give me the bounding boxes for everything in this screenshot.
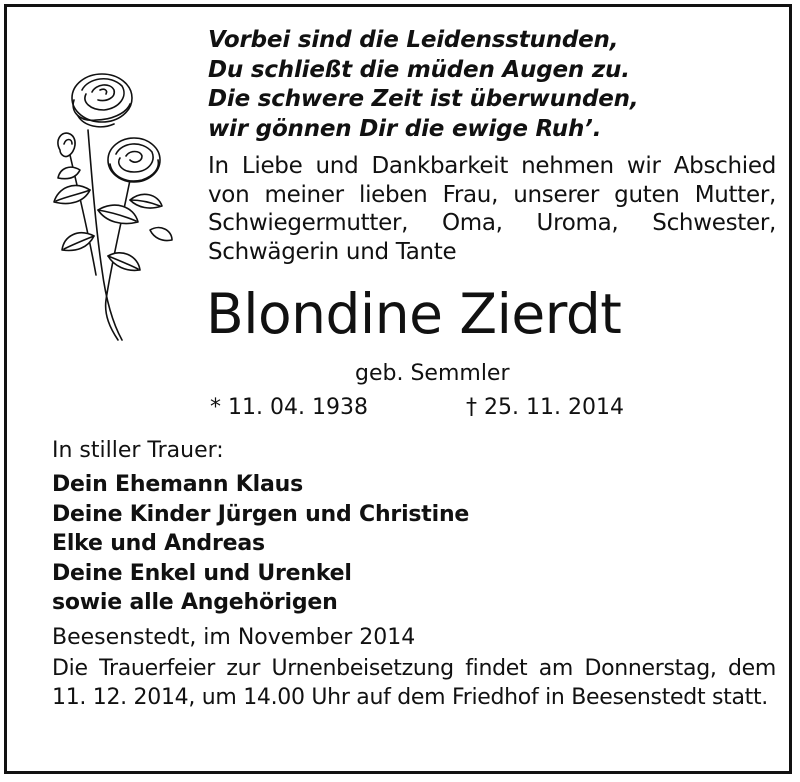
- rose-illustration-icon: [30, 60, 180, 345]
- mourner-line: Deine Enkel und Urenkel: [52, 560, 352, 586]
- poem-line: Vorbei sind die Leidensstunden,: [208, 27, 619, 53]
- death-date: † 25. 11. 2014: [466, 395, 624, 420]
- place-date: Beesenstedt, im November 2014: [52, 625, 416, 650]
- deceased-name: Blondine Zierdt: [206, 282, 622, 346]
- mourner-line: sowie alle Angehörigen: [52, 590, 338, 615]
- mourner-line: Elke und Andreas: [52, 531, 265, 556]
- mourner-line: Dein Ehemann Klaus: [52, 472, 304, 497]
- service-note: Die Trauerfeier zur Urnenbeisetzung findet am Donnerstag, dem 11. 12. 2014, um 14.00 Uhr auf dem Friedhof in Beesenstedt statt.: [52, 656, 776, 710]
- poem-line: wir gönnen Dir die ewige Ruh’.: [208, 115, 602, 142]
- poem: [208, 26, 778, 144]
- mourners-list: [52, 470, 469, 618]
- intro-text: In Liebe und Dankbarkeit nehmen wir Abschied von meiner lieben Frau, unserer guten Mutter, Schwiegermutter, Oma, Uroma, Schwester, Schwägerin und Tante: [208, 153, 776, 265]
- poem-line: Die schwere Zeit ist überwunden,: [208, 86, 639, 112]
- birth-name: geb. Semmler: [355, 361, 510, 386]
- mourning-label: In stiller Trauer:: [52, 438, 224, 463]
- birth-date: * 11. 04. 1938: [210, 395, 368, 420]
- poem-line: Du schließt die müden Augen zu.: [208, 56, 630, 83]
- mourner-line: Deine Kinder Jürgen und Christine: [52, 501, 470, 527]
